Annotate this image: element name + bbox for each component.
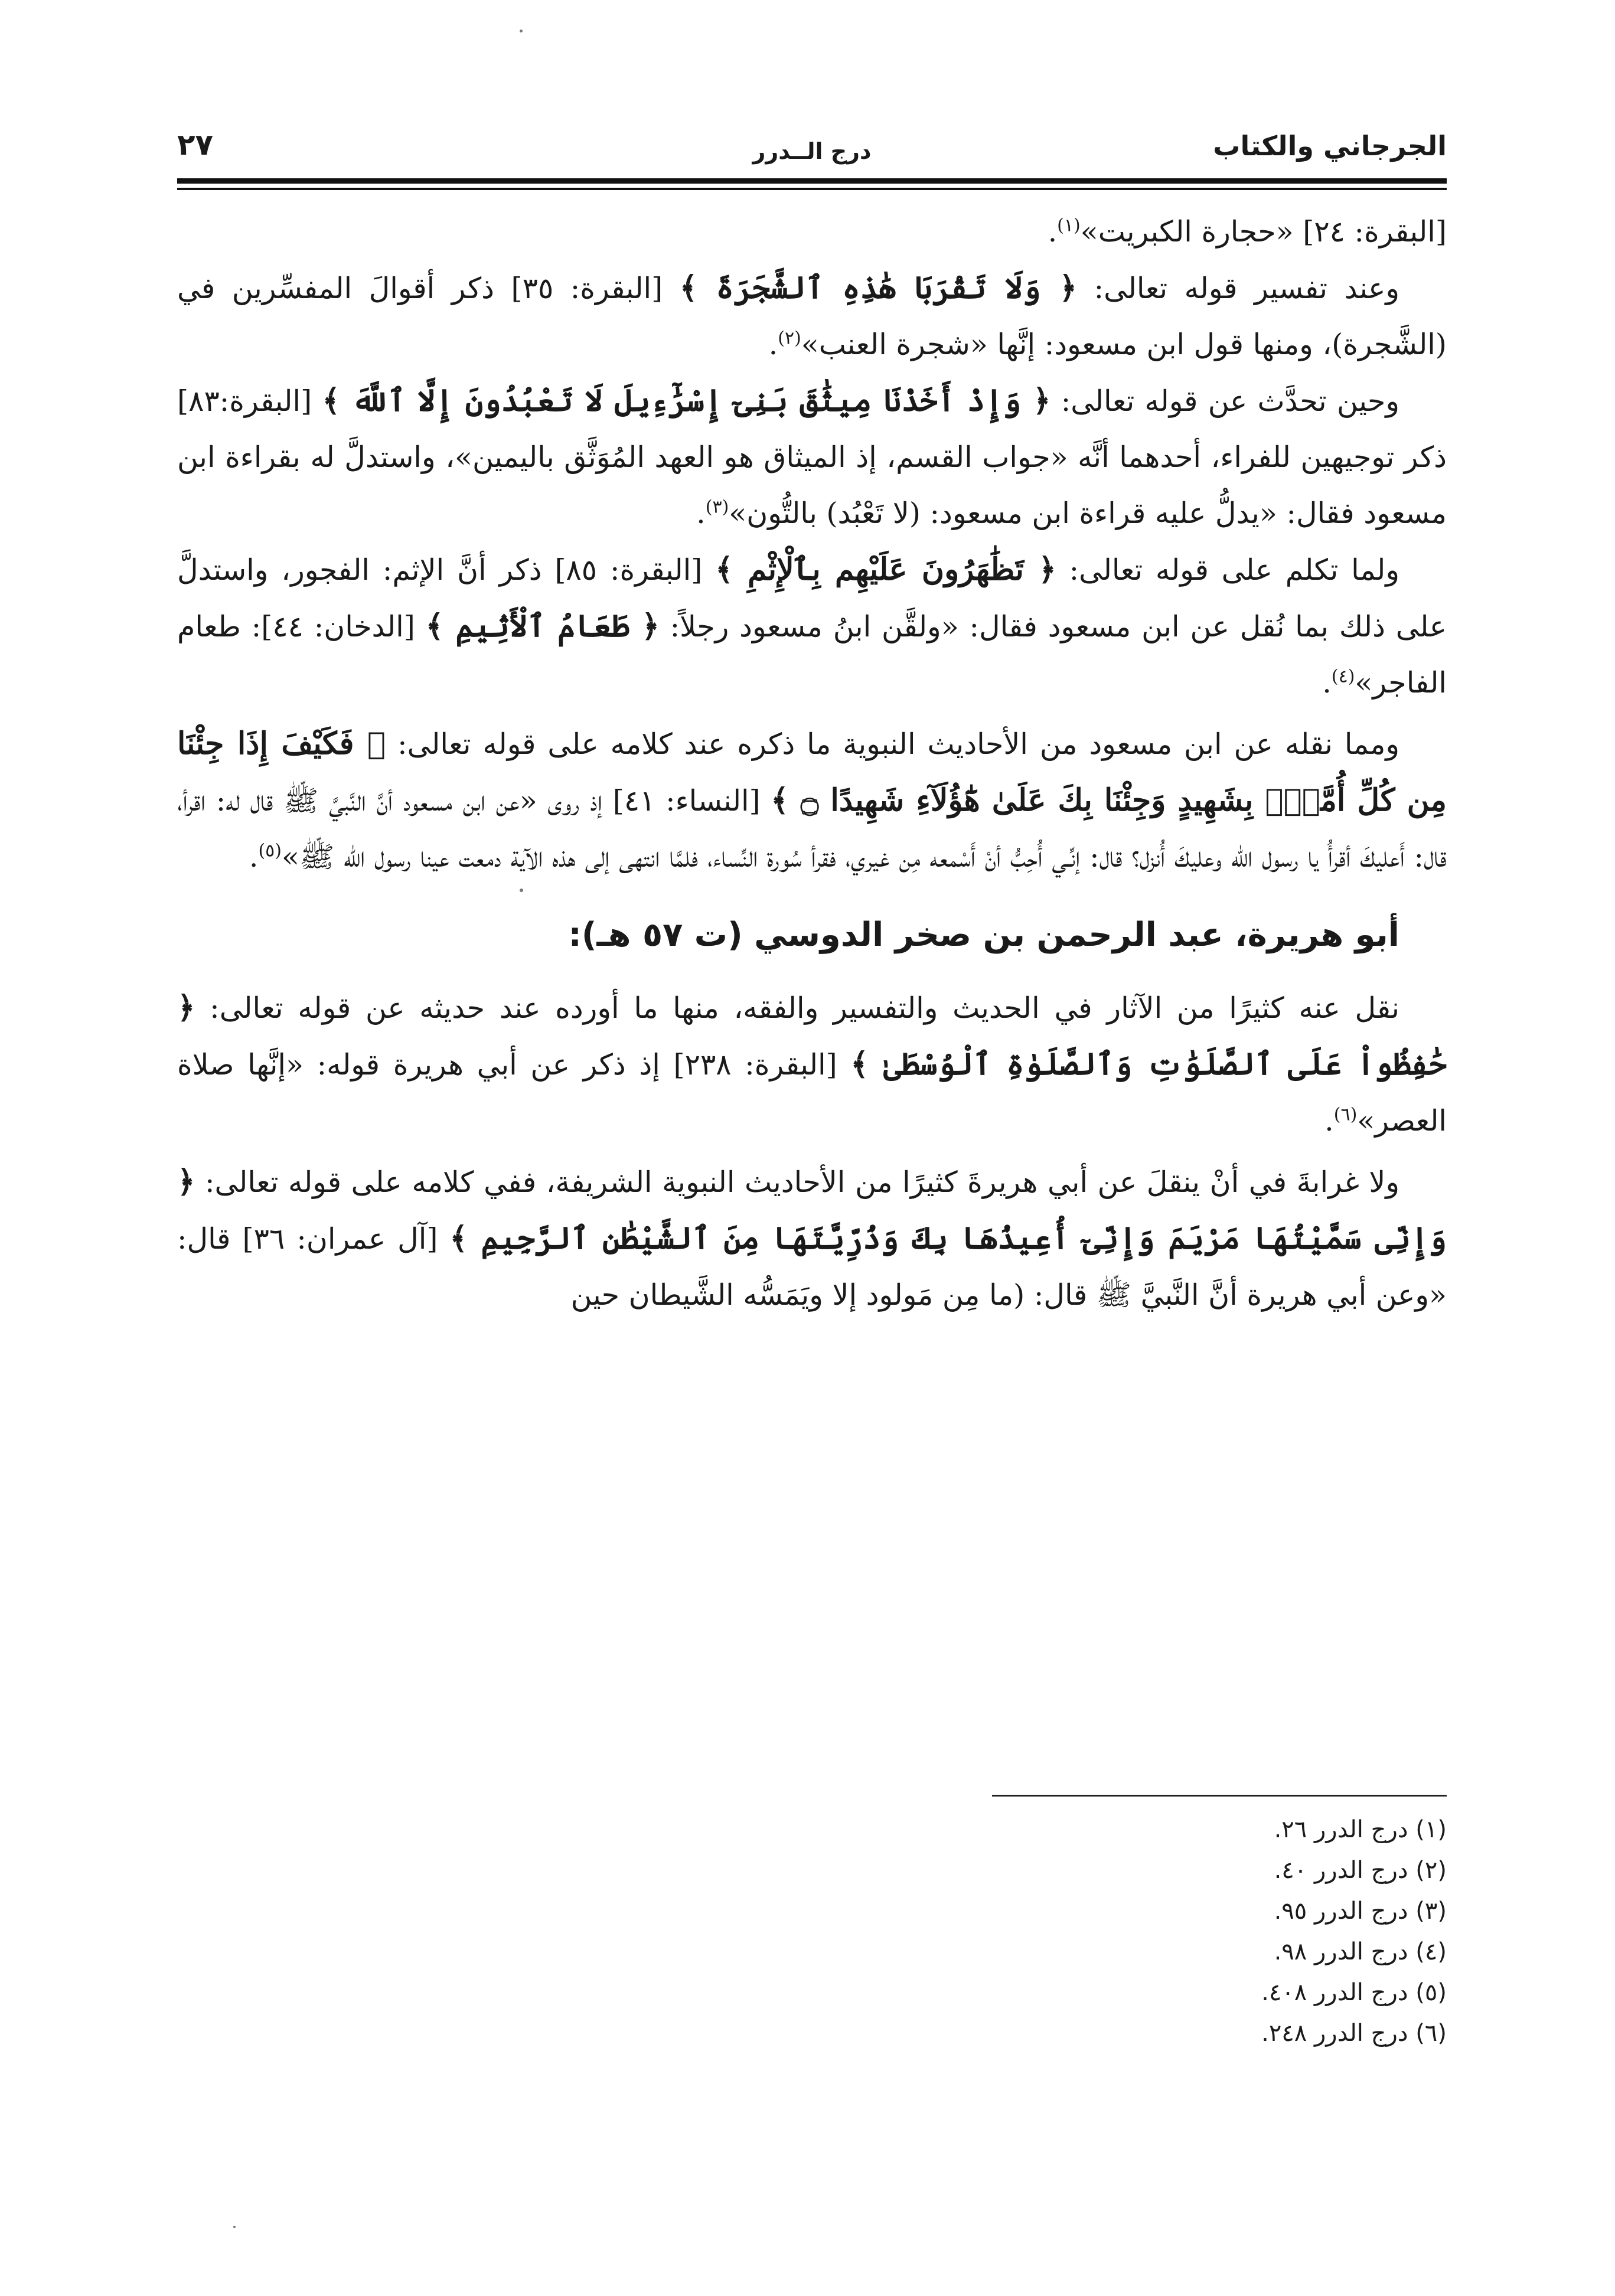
- text-run: ولا غرابةَ في أنْ ينقلَ عن أبي هريرةَ كثيرًا من الأحاديث النبوية الشريفة، ففي كلامه على قوله تعالى:: [195, 1165, 1399, 1199]
- text-run: [البقرة: ٨٥] ذكر أنَّ الإثم: الفجور، واستدلَّ على ذلك بما نُقل عن ابن مسعود فقال: «ولقَّن ابنُ مسعود رجلاً:: [177, 553, 1447, 644]
- page-number: ٢٧: [177, 128, 214, 162]
- text-run: [البقرة: ٢٤] «حجارة الكبريت»: [1080, 215, 1447, 249]
- quran-verse: ﴿ وَإِذْ أَخَذْنَا مِيثَٰقَ بَنِىٓ إِسْرَٰٓءِيلَ لَا تَعْبُدُونَ إِلَّا ٱللَّهَ ﴾: [322, 383, 1051, 419]
- body-paragraph: [177, 260, 1447, 373]
- scan-speck: [520, 889, 523, 892]
- text-run: .: [768, 328, 778, 361]
- footnote-2: (٢) درج الدرر ٤٠.: [1274, 1857, 1447, 1884]
- text-run: ومما نقله عن ابن مسعود من الأحاديث النبوية ما ذكره عند كلامه على قوله تعالى:: [386, 727, 1400, 761]
- section-heading: [177, 903, 1447, 968]
- footnote-marker: (٢): [778, 328, 801, 349]
- running-title: درج الــدرر: [752, 138, 872, 164]
- running-header: [177, 112, 1447, 177]
- text-run: [البقرة: ٣٥] ذكر أقوالَ المفسِّرين في (الشَّجرة)، ومنها قول ابن مسعود: إنَّها «شجرة العنب»: [177, 272, 1447, 361]
- scan-speck: [520, 30, 523, 32]
- quran-verse: ﴿ وَإِنِّى سَمَّيْتُهَا مَرْيَمَ وَإِنِّىٓ أُعِيذُهَا بِكَ وَذُرِّيَّتَهَا مِنَ ٱلشَّيْطَٰنِ ٱلرَّجِيمِ ﴾: [177, 1164, 1447, 1256]
- footnote-4: (٤) درج الدرر ٩٨.: [1274, 1938, 1447, 1965]
- footnote-marker: (٣): [705, 497, 729, 518]
- footnote-marker: (١): [1057, 215, 1081, 236]
- text-run: [البقرة: ٢٣٨] إذ ذكر عن أبي هريرة قوله: «إنَّها صلاة العصر»: [177, 1048, 1447, 1138]
- body-paragraph: [177, 541, 1447, 711]
- footnote-1: (١) درج الدرر ٢٦.: [1274, 1816, 1447, 1843]
- footnote-marker: (٤): [1331, 666, 1355, 687]
- header-rule-thick: [177, 178, 1447, 184]
- quran-verse: ﴿ فَكَيْفَ إِذَا جِئْنَا مِن كُلِّ أُمَّةٍۭ بِشَهِيدٍ وَجِئْنَا بِكَ عَلَىٰ هَٰٓؤُلَآءِ شَهِيدًا ۝ ﴾: [177, 726, 1447, 818]
- text-run: نقل عنه كثيرًا من الآثار في الحديث والتفسير والفقه، منها ما أورده عند حديثه عن قوله تعالى:: [195, 991, 1399, 1025]
- footnote-marker: (٥): [258, 840, 282, 861]
- quran-verse: ﴿ تَظَٰهَرُونَ عَلَيْهِم بِٱلْإِثْمِ ﴾: [715, 551, 1056, 587]
- text-run: أبو هريرة، عبد الرحمن بن صخر الدوسي (ت ٥٧ هـ):: [568, 916, 1399, 954]
- body-paragraph: [177, 373, 1447, 541]
- body-paragraph: [177, 979, 1447, 1149]
- footnote-5: (٥) درج الدرر ٤٠٨.: [1261, 1979, 1447, 2006]
- quran-verse: ﴿ وَلَا تَقْرَبَا هَٰذِهِ ٱلشَّجَرَةَ ﴾: [679, 270, 1078, 306]
- text-run: [الدخان: ٤٤]: طعام الفاجر»: [177, 610, 1447, 700]
- body-paragraph: [177, 204, 1447, 260]
- text-run: [البقرة:٨٣] ذكر توجيهين للفراء، أحدهما أنَّه «جواب القسم، إذ الميثاق هو العهد المُوَثَّق باليمين»، واستدلَّ له بقراءة ابن مسعود فقال: «يدلُّ عليه قراءة ابن مسعود: (لا تَعْبُد) بالتُّون»: [177, 384, 1447, 530]
- text-run: وحين تحدَّث عن قوله تعالى:: [1050, 384, 1399, 418]
- body-paragraph: [177, 716, 1447, 885]
- main-text: [177, 204, 1447, 1323]
- text-run: .: [696, 497, 706, 530]
- footnote-6: (٦) درج الدرر ٢٤٨.: [1261, 2020, 1447, 2047]
- text-run: .: [1324, 1104, 1334, 1138]
- text-run: ولما تكلم على قوله تعالى:: [1056, 553, 1399, 587]
- text-run: .: [249, 840, 259, 874]
- text-run: [آل عمران: ٣٦] قال: «وعن أبي هريرة أنَّ النَّبيَّ ﷺ قال: (ما مِن مَولود إلا ويَمَسُّه الشَّيطان حين: [177, 1222, 1447, 1312]
- footnotes: [1261, 1810, 1447, 2054]
- quran-verse: ﴿ طَعَامُ ٱلْأَثِيمِ ﴾: [425, 608, 660, 644]
- body-paragraph: [177, 1154, 1447, 1323]
- footnote-marker: (٦): [1333, 1104, 1358, 1125]
- footnote-3: (٣) درج الدرر ٩٥.: [1274, 1897, 1447, 1925]
- scan-speck: [233, 2226, 236, 2228]
- text-run: [النساء: ٤١] إذ روى «عن ابن مسعود أنَّ النَّبيَّ ﷺ قال له: اقرأ، قال: أَعليكَ أقرأُ يا رسول الله وعليكَ أُنزل؟ قال: إنِّـي أُحِبُّ أنْ أَسْمعه مِن غيري، فقرأ سُورة النِّساء، فلمَّا انتهى إلى هذه الآية دمعت عينا رسول الله ﷺ»: [177, 784, 1447, 874]
- text-run: .: [1048, 215, 1058, 249]
- book-title: الجرجاني والكتاب: [1213, 130, 1447, 162]
- quran-verse: ﴿ حَٰفِظُواْ عَلَى ٱلصَّلَوَٰتِ وَٱلصَّلَوٰةِ ٱلْوُسْطَىٰ ﴾: [177, 989, 1447, 1082]
- header-rule-thin: [177, 188, 1447, 190]
- text-run: .: [1322, 666, 1332, 700]
- text-run: وعند تفسير قوله تعالى:: [1077, 272, 1400, 305]
- footnote-separator: [992, 1795, 1447, 1797]
